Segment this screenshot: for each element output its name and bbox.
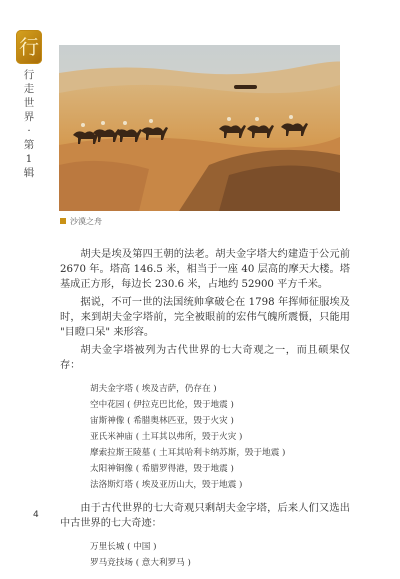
list-item: 宙斯神像 ( 希腊奥林匹亚，毁于火灾 ): [90, 416, 234, 426]
series-char: 辑: [23, 167, 35, 179]
ancient-wonders-list: [90, 381, 350, 493]
series-title: [16, 68, 42, 180]
desert-camel-photo: [59, 45, 340, 211]
list-item: 万里长城 ( 中国 ): [90, 542, 157, 552]
list-item: 空中花园 ( 伊拉克巴比伦，毁于地震 ): [90, 400, 234, 410]
series-char: 1: [25, 153, 33, 165]
series-char: 界: [23, 111, 35, 123]
series-logo: 行: [16, 30, 42, 64]
article-body: [60, 247, 350, 579]
series-char: 行: [23, 69, 35, 81]
list-item: 摩索拉斯王陵墓 ( 土耳其哈利卡纳苏斯，毁于地震 ): [90, 448, 286, 458]
medieval-wonders-list: [90, 539, 350, 571]
paragraph: 胡夫是埃及第四王朝的法老。胡夫金字塔大约建造于公元前 2670 年。塔高 146.5 米，相当于一座 40 层高的摩天大楼。塔基成正方形，每边长 230.6 米，占地约 52900 平方千米。: [60, 249, 350, 290]
page-number: 4: [33, 510, 39, 520]
paragraph: 据说，不可一世的法国统帅拿破仑在 1798 年挥师征服埃及时，来到胡夫金字塔前，完全被眼前的宏伟气魄所震慑，只能用 "目瞪口呆" 来形容。: [60, 297, 350, 338]
series-char: 世: [23, 97, 35, 109]
list-item: 太阳神铜像 ( 希腊罗得港，毁于地震 ): [90, 464, 234, 474]
caption-marker: [60, 218, 66, 224]
series-char: 走: [23, 83, 35, 95]
list-item: 胡夫金字塔 ( 埃及吉萨，仍存在 ): [90, 384, 217, 394]
list-item: 罗马竞技场 ( 意大利罗马 ): [90, 558, 191, 568]
list-item: 法洛斯灯塔 ( 埃及亚历山大，毁于地震 ): [90, 480, 243, 490]
list-item: 亚氏米神庙 ( 土耳其以弗所，毁于火灾 ): [90, 432, 243, 442]
caption-text: 沙漠之舟: [70, 217, 102, 226]
paragraph: 由于古代世界的七大奇观只剩胡夫金字塔，后来人们又选出中古世界的七大奇迹：: [60, 503, 350, 529]
series-char: 第: [23, 139, 35, 151]
paragraph: 胡夫金字塔被列为古代世界的七大奇观之一，而且硕果仅存：: [60, 345, 350, 371]
sidebar: [0, 0, 56, 565]
series-char: ·: [27, 125, 31, 137]
photo-caption: [60, 216, 102, 227]
